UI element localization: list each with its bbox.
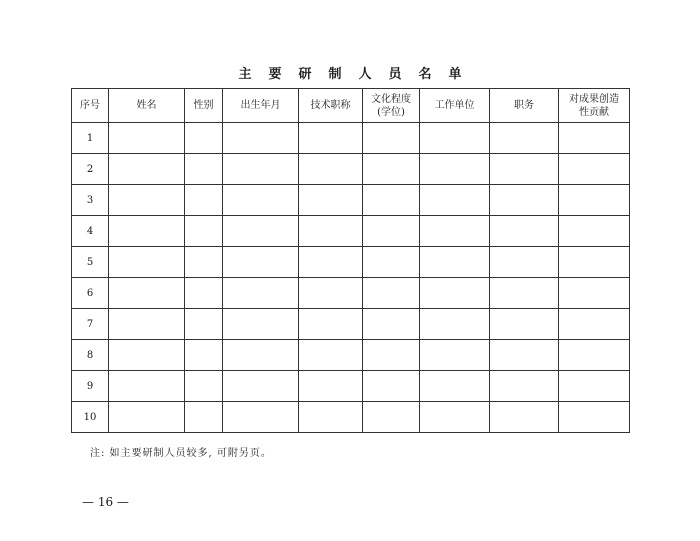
row-seq: 1 xyxy=(72,123,109,154)
cell-workplace xyxy=(420,247,490,278)
cell-contribution xyxy=(559,247,630,278)
header-education-line1: 文化程度 xyxy=(371,93,411,105)
cell-position xyxy=(490,402,559,433)
cell-education xyxy=(363,216,420,247)
cell-education xyxy=(363,340,420,371)
row-seq: 10 xyxy=(72,402,109,433)
cell-position xyxy=(490,123,559,154)
cell-tech-title xyxy=(299,340,363,371)
header-name: 姓名 xyxy=(109,89,185,123)
header-row xyxy=(72,89,630,123)
row-seq: 2 xyxy=(72,154,109,185)
cell-tech-title xyxy=(299,278,363,309)
cell-name xyxy=(109,247,185,278)
cell-birth xyxy=(223,216,299,247)
cell-contribution xyxy=(559,402,630,433)
header-contribution xyxy=(559,89,630,123)
cell-education xyxy=(363,402,420,433)
header-workplace: 工作单位 xyxy=(420,89,490,123)
cell-gender xyxy=(185,371,223,402)
row-seq: 5 xyxy=(72,247,109,278)
cell-contribution xyxy=(559,185,630,216)
cell-position xyxy=(490,371,559,402)
cell-position xyxy=(490,278,559,309)
cell-name xyxy=(109,123,185,154)
header-birth: 出生年月 xyxy=(223,89,299,123)
cell-contribution xyxy=(559,371,630,402)
header-seq: 序号 xyxy=(72,89,109,123)
page-number: — 16 — xyxy=(82,495,129,509)
cell-workplace xyxy=(420,123,490,154)
page-title: 主要研制人员名单 xyxy=(238,67,479,82)
cell-name xyxy=(109,340,185,371)
cell-position xyxy=(490,309,559,340)
row-seq: 3 xyxy=(72,185,109,216)
header-contribution-line2: 性贡献 xyxy=(579,106,609,118)
header-contribution-line1: 对成果创造 xyxy=(569,93,619,105)
cell-gender xyxy=(185,154,223,185)
cell-birth xyxy=(223,402,299,433)
cell-education xyxy=(363,371,420,402)
cell-gender xyxy=(185,123,223,154)
table-row xyxy=(72,154,630,185)
table-row xyxy=(72,371,630,402)
cell-birth xyxy=(223,154,299,185)
cell-gender xyxy=(185,340,223,371)
cell-workplace xyxy=(420,371,490,402)
row-seq: 8 xyxy=(72,340,109,371)
header-tech-title: 技术职称 xyxy=(299,89,363,123)
header-education-line2: (学位) xyxy=(377,106,405,118)
cell-education xyxy=(363,154,420,185)
cell-name xyxy=(109,402,185,433)
cell-gender xyxy=(185,402,223,433)
table-row xyxy=(72,123,630,154)
cell-workplace xyxy=(420,216,490,247)
cell-tech-title xyxy=(299,154,363,185)
cell-birth xyxy=(223,185,299,216)
cell-contribution xyxy=(559,216,630,247)
cell-position xyxy=(490,185,559,216)
table-row xyxy=(72,278,630,309)
cell-education xyxy=(363,309,420,340)
table-row xyxy=(72,247,630,278)
personnel-table xyxy=(71,88,630,433)
cell-tech-title xyxy=(299,309,363,340)
cell-birth xyxy=(223,309,299,340)
cell-birth xyxy=(223,123,299,154)
footnote: 注: 如主要研制人员较多, 可附另页。 xyxy=(90,448,272,459)
cell-tech-title xyxy=(299,185,363,216)
row-seq: 6 xyxy=(72,278,109,309)
cell-tech-title xyxy=(299,123,363,154)
cell-education xyxy=(363,278,420,309)
cell-name xyxy=(109,154,185,185)
cell-position xyxy=(490,216,559,247)
table-row xyxy=(72,309,630,340)
cell-gender xyxy=(185,185,223,216)
cell-workplace xyxy=(420,185,490,216)
cell-education xyxy=(363,185,420,216)
cell-education xyxy=(363,247,420,278)
row-seq: 4 xyxy=(72,216,109,247)
header-gender: 性别 xyxy=(185,89,223,123)
cell-birth xyxy=(223,278,299,309)
cell-name xyxy=(109,309,185,340)
table-row xyxy=(72,185,630,216)
table-row xyxy=(72,402,630,433)
header-position: 职务 xyxy=(490,89,559,123)
cell-workplace xyxy=(420,309,490,340)
cell-name xyxy=(109,216,185,247)
cell-tech-title xyxy=(299,371,363,402)
cell-contribution xyxy=(559,340,630,371)
cell-name xyxy=(109,185,185,216)
cell-gender xyxy=(185,309,223,340)
cell-name xyxy=(109,371,185,402)
cell-contribution xyxy=(559,278,630,309)
cell-birth xyxy=(223,371,299,402)
cell-tech-title xyxy=(299,216,363,247)
cell-position xyxy=(490,247,559,278)
cell-gender xyxy=(185,278,223,309)
cell-workplace xyxy=(420,278,490,309)
table-row xyxy=(72,216,630,247)
cell-birth xyxy=(223,340,299,371)
cell-tech-title xyxy=(299,247,363,278)
cell-workplace xyxy=(420,154,490,185)
cell-education xyxy=(363,123,420,154)
cell-gender xyxy=(185,216,223,247)
cell-contribution xyxy=(559,309,630,340)
header-education xyxy=(363,89,420,123)
cell-workplace xyxy=(420,340,490,371)
cell-contribution xyxy=(559,154,630,185)
cell-position xyxy=(490,340,559,371)
row-seq: 7 xyxy=(72,309,109,340)
cell-gender xyxy=(185,247,223,278)
table-body xyxy=(72,123,630,433)
cell-workplace xyxy=(420,402,490,433)
table-row xyxy=(72,340,630,371)
cell-birth xyxy=(223,247,299,278)
row-seq: 9 xyxy=(72,371,109,402)
cell-tech-title xyxy=(299,402,363,433)
cell-name xyxy=(109,278,185,309)
cell-contribution xyxy=(559,123,630,154)
cell-position xyxy=(490,154,559,185)
